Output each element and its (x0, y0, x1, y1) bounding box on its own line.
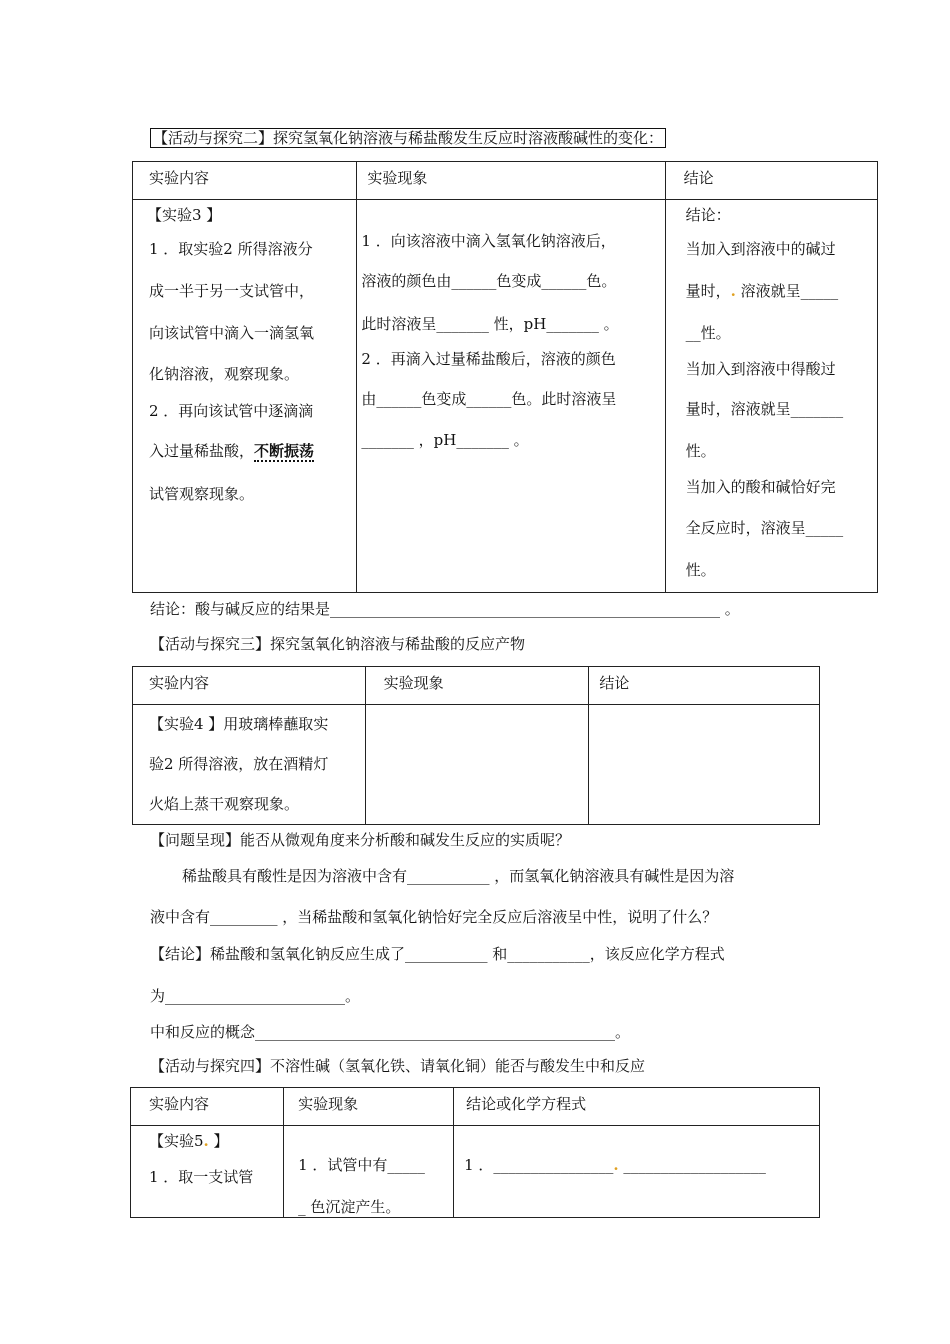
exp5-phenomena: 1 ．试管中有_____ _ 色沉淀产生。 (284, 1126, 454, 1218)
header-conclusion: 结论 (665, 162, 877, 200)
exp5-conclusion: 1 ．________________. ___________________ (454, 1126, 820, 1218)
exp3-phenomena: 1 ．向该溶液中滴入氢氧化钠溶液后， 溶液的颜色由______色变成______色。 此时溶液呈_______ 性，pH_______ 。 2 ．再滴入过量稀盐酸后，溶液的颜色 由______色变成______色。此时溶液呈 _______ ，pH_______ 。 (357, 200, 665, 593)
exp3-content: 【实验3 】 1 ．取实验2 所得溶液分 成一半于另一支试管中， 向该试管中滴入一滴氢氧 化钠溶液，观察现象。 2 ．再向该试管中逐滴滴 入过量稀盐酸，不断振荡 试管观察现象。 (133, 200, 357, 593)
exp5-content: 【实验5. 】 1 ．取一支试管 (131, 1126, 284, 1218)
section3-table: 实验内容 实验现象 结论 【实验4 】用玻璃棒蘸取实 验2 所得溶液，放在酒精灯 火焰上蒸干观察现象。 (132, 666, 820, 825)
exp4-phenomena (365, 705, 589, 825)
header-phenomenon: 实验现象 (357, 162, 665, 200)
section3-title: 【活动与探究三】探究氢氧化钠溶液与稀盐酸的反应产物 (150, 635, 526, 653)
section2-table (132, 161, 878, 593)
conclusion-c3: 中和反应的概念________________________________________________。 (150, 1023, 631, 1041)
exp3-conclusion: 结论： 当加入到溶液中的碱过 量时，. 溶液就呈_____ __性。 当加入到溶液中得酸过 量时，溶液就呈_______ 性。 当加入的酸和碱恰好完 全反应时，溶液呈_____ 性。 (665, 200, 877, 593)
section4-title: 【活动与探究四】不溶性碱（氢氧化铁、请氧化铜）能否与酸发生中和反应 (150, 1057, 646, 1075)
section2-result: 结论：酸与碱反应的结果是____________________________________________________ 。 (150, 600, 740, 618)
emphasis-shake: 不断振荡 (254, 442, 315, 460)
exp4-conclusion (589, 705, 820, 825)
conclusion-c2: 为________________________。 (150, 987, 361, 1005)
header-content: 实验内容 (133, 162, 357, 200)
question-title: 【问题呈现】能否从微观角度来分析酸和碱发生反应的实质呢？ (150, 831, 571, 849)
question-p2: 液中含有_________ ，当稀盐酸和氢氧化钠恰好完全反应后溶液呈中性，说明了什么？ (150, 908, 718, 926)
question-p1: 稀盐酸具有酸性是因为溶液中含有___________ ，而氢氧化钠溶液具有碱性是因为溶 (182, 867, 735, 885)
conclusion-c1: 【结论】稀盐酸和氢氧化钠反应生成了___________ 和___________，该反应化学方程式 (150, 945, 725, 963)
exp4-content: 【实验4 】用玻璃棒蘸取实 验2 所得溶液，放在酒精灯 火焰上蒸干观察现象。 (133, 705, 366, 825)
exp3-label: 【实验3 】 (147, 206, 222, 224)
section2-title: 【活动与探究二】探究氢氧化钠溶液与稀盐酸发生反应时溶液酸碱性的变化： (150, 127, 666, 148)
section4-table: 实验内容 实验现象 结论或化学方程式 【实验5. 】 1 ．取一支试管 1 ．试管中有_____ _ 色沉淀产生。 1 ．________________. ___________________ (130, 1087, 820, 1218)
